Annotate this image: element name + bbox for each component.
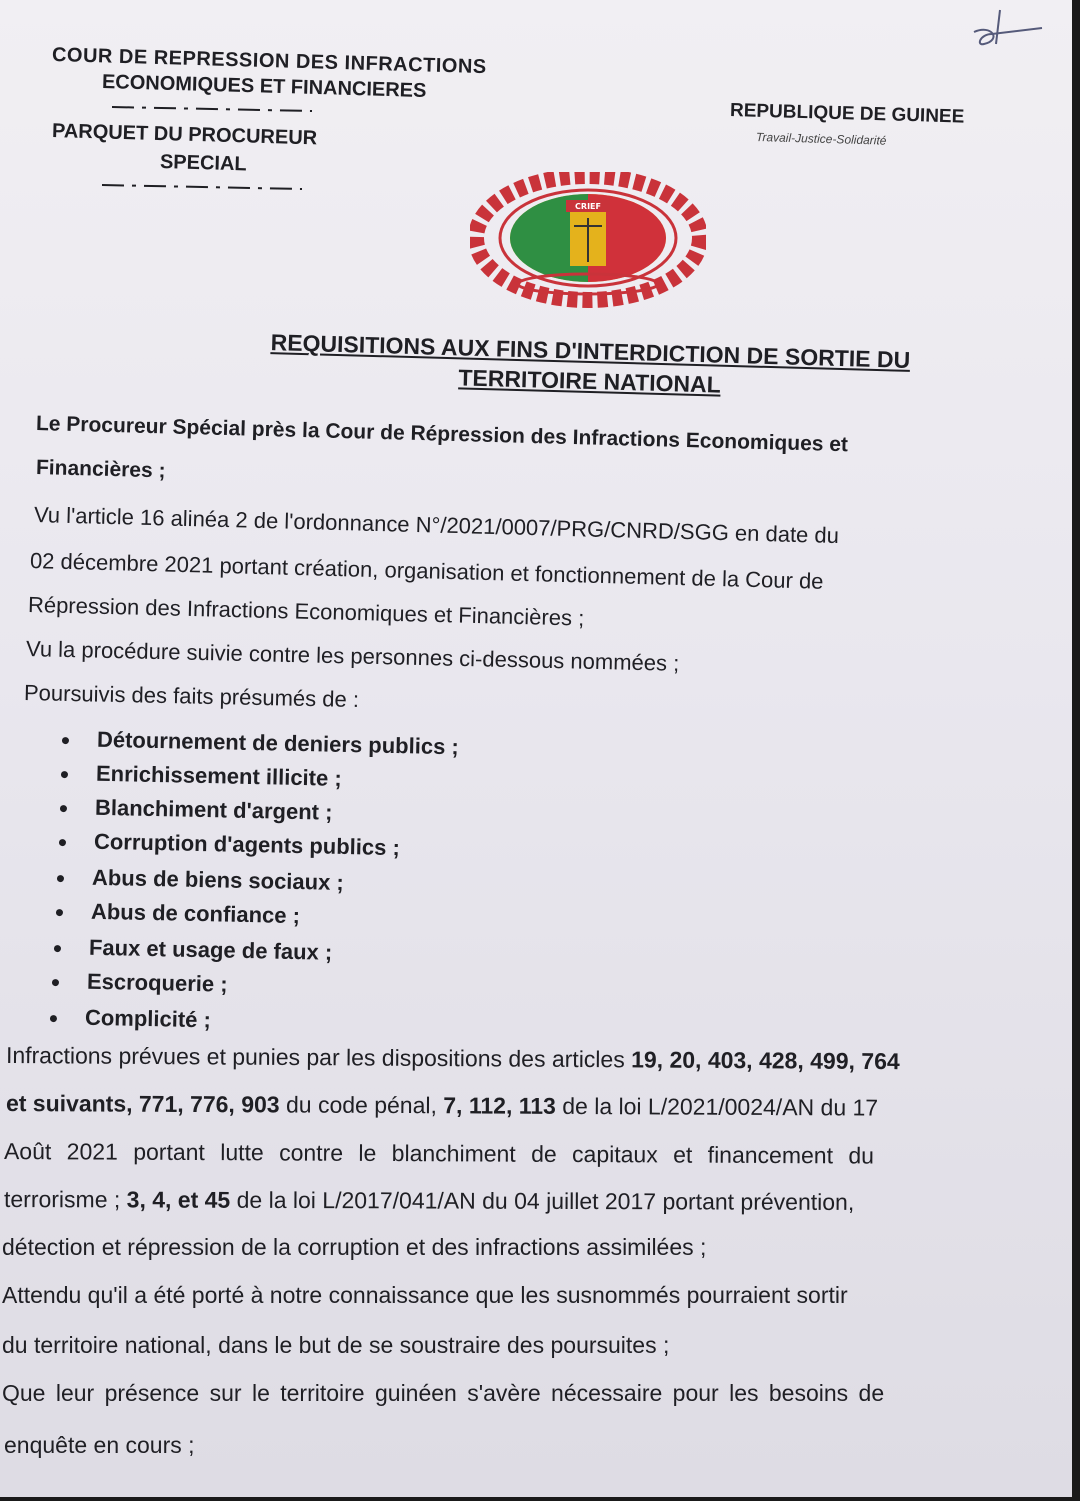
parquet-line2: SPECIAL <box>159 151 247 176</box>
vu-article-line2: 02 décembre 2021 portant création, organisation et fonctionnement de la Cour de <box>29 548 824 594</box>
bullet-icon <box>61 771 68 778</box>
charge-item: Escroquerie ; <box>52 968 228 998</box>
charge-item: Complicité ; <box>50 1004 211 1033</box>
handwritten-mark-icon <box>972 4 1052 50</box>
vu-article-line3: Répression des Infractions Economiques et Financières ; <box>27 592 585 631</box>
charge-item: Enrichissement illicite ; <box>61 760 342 792</box>
court-name-line2: ECONOMIQUES ET FINANCIERES <box>101 71 427 103</box>
attendu-line1: Attendu qu'il a été porté à notre connaissance que les susnommés pourraient sortir <box>2 1282 848 1308</box>
presence-line2: enquête en cours ; <box>4 1432 195 1458</box>
intro-line2: Financières ; <box>35 456 166 483</box>
court-name-line1: COUR DE REPRESSION DES INFRACTIONS <box>51 44 487 79</box>
charge-item: Faux et usage de faux ; <box>54 934 333 966</box>
infractions-line2: et suivants, 771, 776, 903 du code pénal, 7, 112, 113 de la loi L/2021/0024/AN du 17 <box>5 1090 879 1121</box>
parquet-separator <box>102 180 322 194</box>
republic-header <box>729 100 990 148</box>
title-line1: REQUISITIONS AUX FINS D'INTERDICTION DE SORTIE DU <box>270 329 911 373</box>
bullet-icon <box>56 909 63 916</box>
bullet-icon <box>54 945 61 952</box>
parquet-line1: PARQUET DU PROCUREUR <box>51 120 318 150</box>
bullet-icon <box>62 737 69 744</box>
bullet-icon <box>60 805 67 812</box>
infractions-line5: détection et répression de la corruption et des infractions assimilées ; <box>2 1234 707 1260</box>
charge-item: Abus de confiance ; <box>56 898 301 929</box>
charge-item: Détournement de deniers publics ; <box>62 726 459 760</box>
infractions-line1: Infractions prévues et punies par les dispositions des articles 19, 20, 403, 428, 499, 764 <box>5 1042 900 1075</box>
vu-article-line1: Vu l'article 16 alinéa 2 de l'ordonnance N°/2021/0007/PRG/CNRD/SGG en date du <box>33 502 840 549</box>
presence-line1: Que leur présence sur le territoire guinéen s'avère nécessaire pour les besoins de <box>2 1380 885 1406</box>
bullet-icon <box>57 875 64 882</box>
document-title <box>199 325 980 407</box>
seal-label: CRIEF <box>575 202 601 211</box>
intro-line1: Le Procureur Spécial près la Cour de Répression des Infractions Economiques et <box>35 412 849 457</box>
charge-item: Abus de biens sociaux ; <box>57 864 344 896</box>
infractions-line3: Août 2021 portant lutte contre le blanchiment de capitaux et financement du <box>3 1138 875 1169</box>
vu-procedure: Vu la procédure suivie contre les personnes ci-dessous nommées ; <box>25 636 680 676</box>
bullet-icon <box>50 1015 57 1022</box>
court-seal-icon <box>470 172 706 308</box>
poursuivis-label: Poursuivis des faits présumés de : <box>23 680 360 713</box>
court-header <box>52 44 522 194</box>
charge-item: Corruption d'agents publics ; <box>59 828 400 861</box>
national-motto: Travail-Justice-Solidarité <box>755 130 887 148</box>
infractions-line4: terrorisme ; 3, 4, et 45 de la loi L/2017/041/AN du 04 juillet 2017 portant prévention, <box>3 1186 855 1215</box>
republic-name: REPUBLIQUE DE GUINEE <box>729 100 965 128</box>
charge-item: Blanchiment d'argent ; <box>60 794 333 826</box>
bullet-icon <box>59 839 66 846</box>
bullet-icon <box>52 979 59 986</box>
title-line2: TERRITOIRE NATIONAL <box>458 364 722 398</box>
header-separator <box>112 100 332 114</box>
attendu-line2: du territoire national, dans le but de se soustraire des poursuites ; <box>2 1332 670 1358</box>
